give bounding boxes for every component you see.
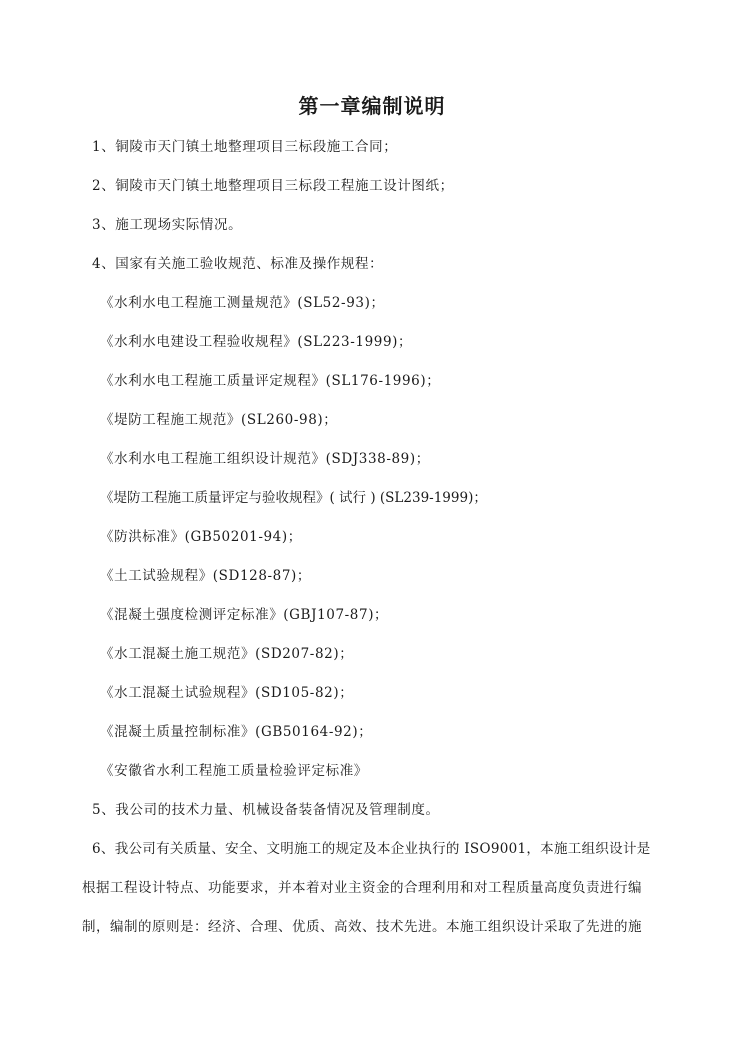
list-item: 4、国家有关施工验收规范、标准及操作规程： — [92, 256, 384, 272]
standard-item: 《水利水电工程施工组织设计规范》(SDJ338-89)； — [100, 451, 430, 467]
standard-item: 《混凝土质量控制标准》(GB50164-92)； — [100, 724, 373, 740]
list-item: 3、施工现场实际情况。 — [92, 217, 243, 233]
standard-item: 《堤防工程施工规范》(SL260-98)； — [100, 412, 338, 428]
standard-item: 《水利水电工程施工质量评定规程》(SL176-1996)； — [100, 373, 441, 389]
standard-item: 《水利水电工程施工测量规范》(SL52-93)； — [100, 295, 385, 311]
standard-item: 《土工试验规程》(SD128-87)； — [100, 568, 312, 584]
paragraph-line: 制，编制的原则是：经济、合理、优质、高效、技术先进。本施工组织设计采取了先进的施 — [82, 919, 642, 935]
paragraph-line: 6、我公司有关质量、安全、文明施工的规定及本企业执行的 ISO9001，本施工组织设计是 — [92, 841, 651, 857]
standard-item: 《水工混凝土试验规程》(SD105-82)； — [100, 685, 354, 701]
standard-item: 《安徽省水利工程施工质量检验评定标准》 — [100, 763, 368, 779]
list-item: 1、铜陵市天门镇土地整理项目三标段施工合同； — [92, 139, 398, 155]
standard-item: 《水利水电建设工程验收规程》(SL223-1999)； — [100, 334, 413, 350]
standard-item: 《堤防工程施工质量评定与验收规程》( 试行 ) (SL239-1999)； — [100, 490, 487, 506]
standard-item: 《混凝土强度检测评定标准》(GBJ107-87)； — [100, 607, 389, 623]
standard-item: 《水工混凝土施工规范》(SD207-82)； — [100, 646, 354, 662]
list-item: 2、铜陵市天门镇土地整理项目三标段工程施工设计图纸； — [92, 178, 454, 194]
standard-item: 《防洪标准》(GB50201-94)； — [100, 529, 302, 545]
chapter-title: 第一章编制说明 — [298, 94, 446, 118]
paragraph-line: 根据工程设计特点、功能要求，并本着对业主资金的合理利用和对工程质量高度负责进行编 — [82, 880, 642, 896]
list-item: 5、我公司的技术力量、机械设备装备情况及管理制度。 — [92, 802, 440, 818]
